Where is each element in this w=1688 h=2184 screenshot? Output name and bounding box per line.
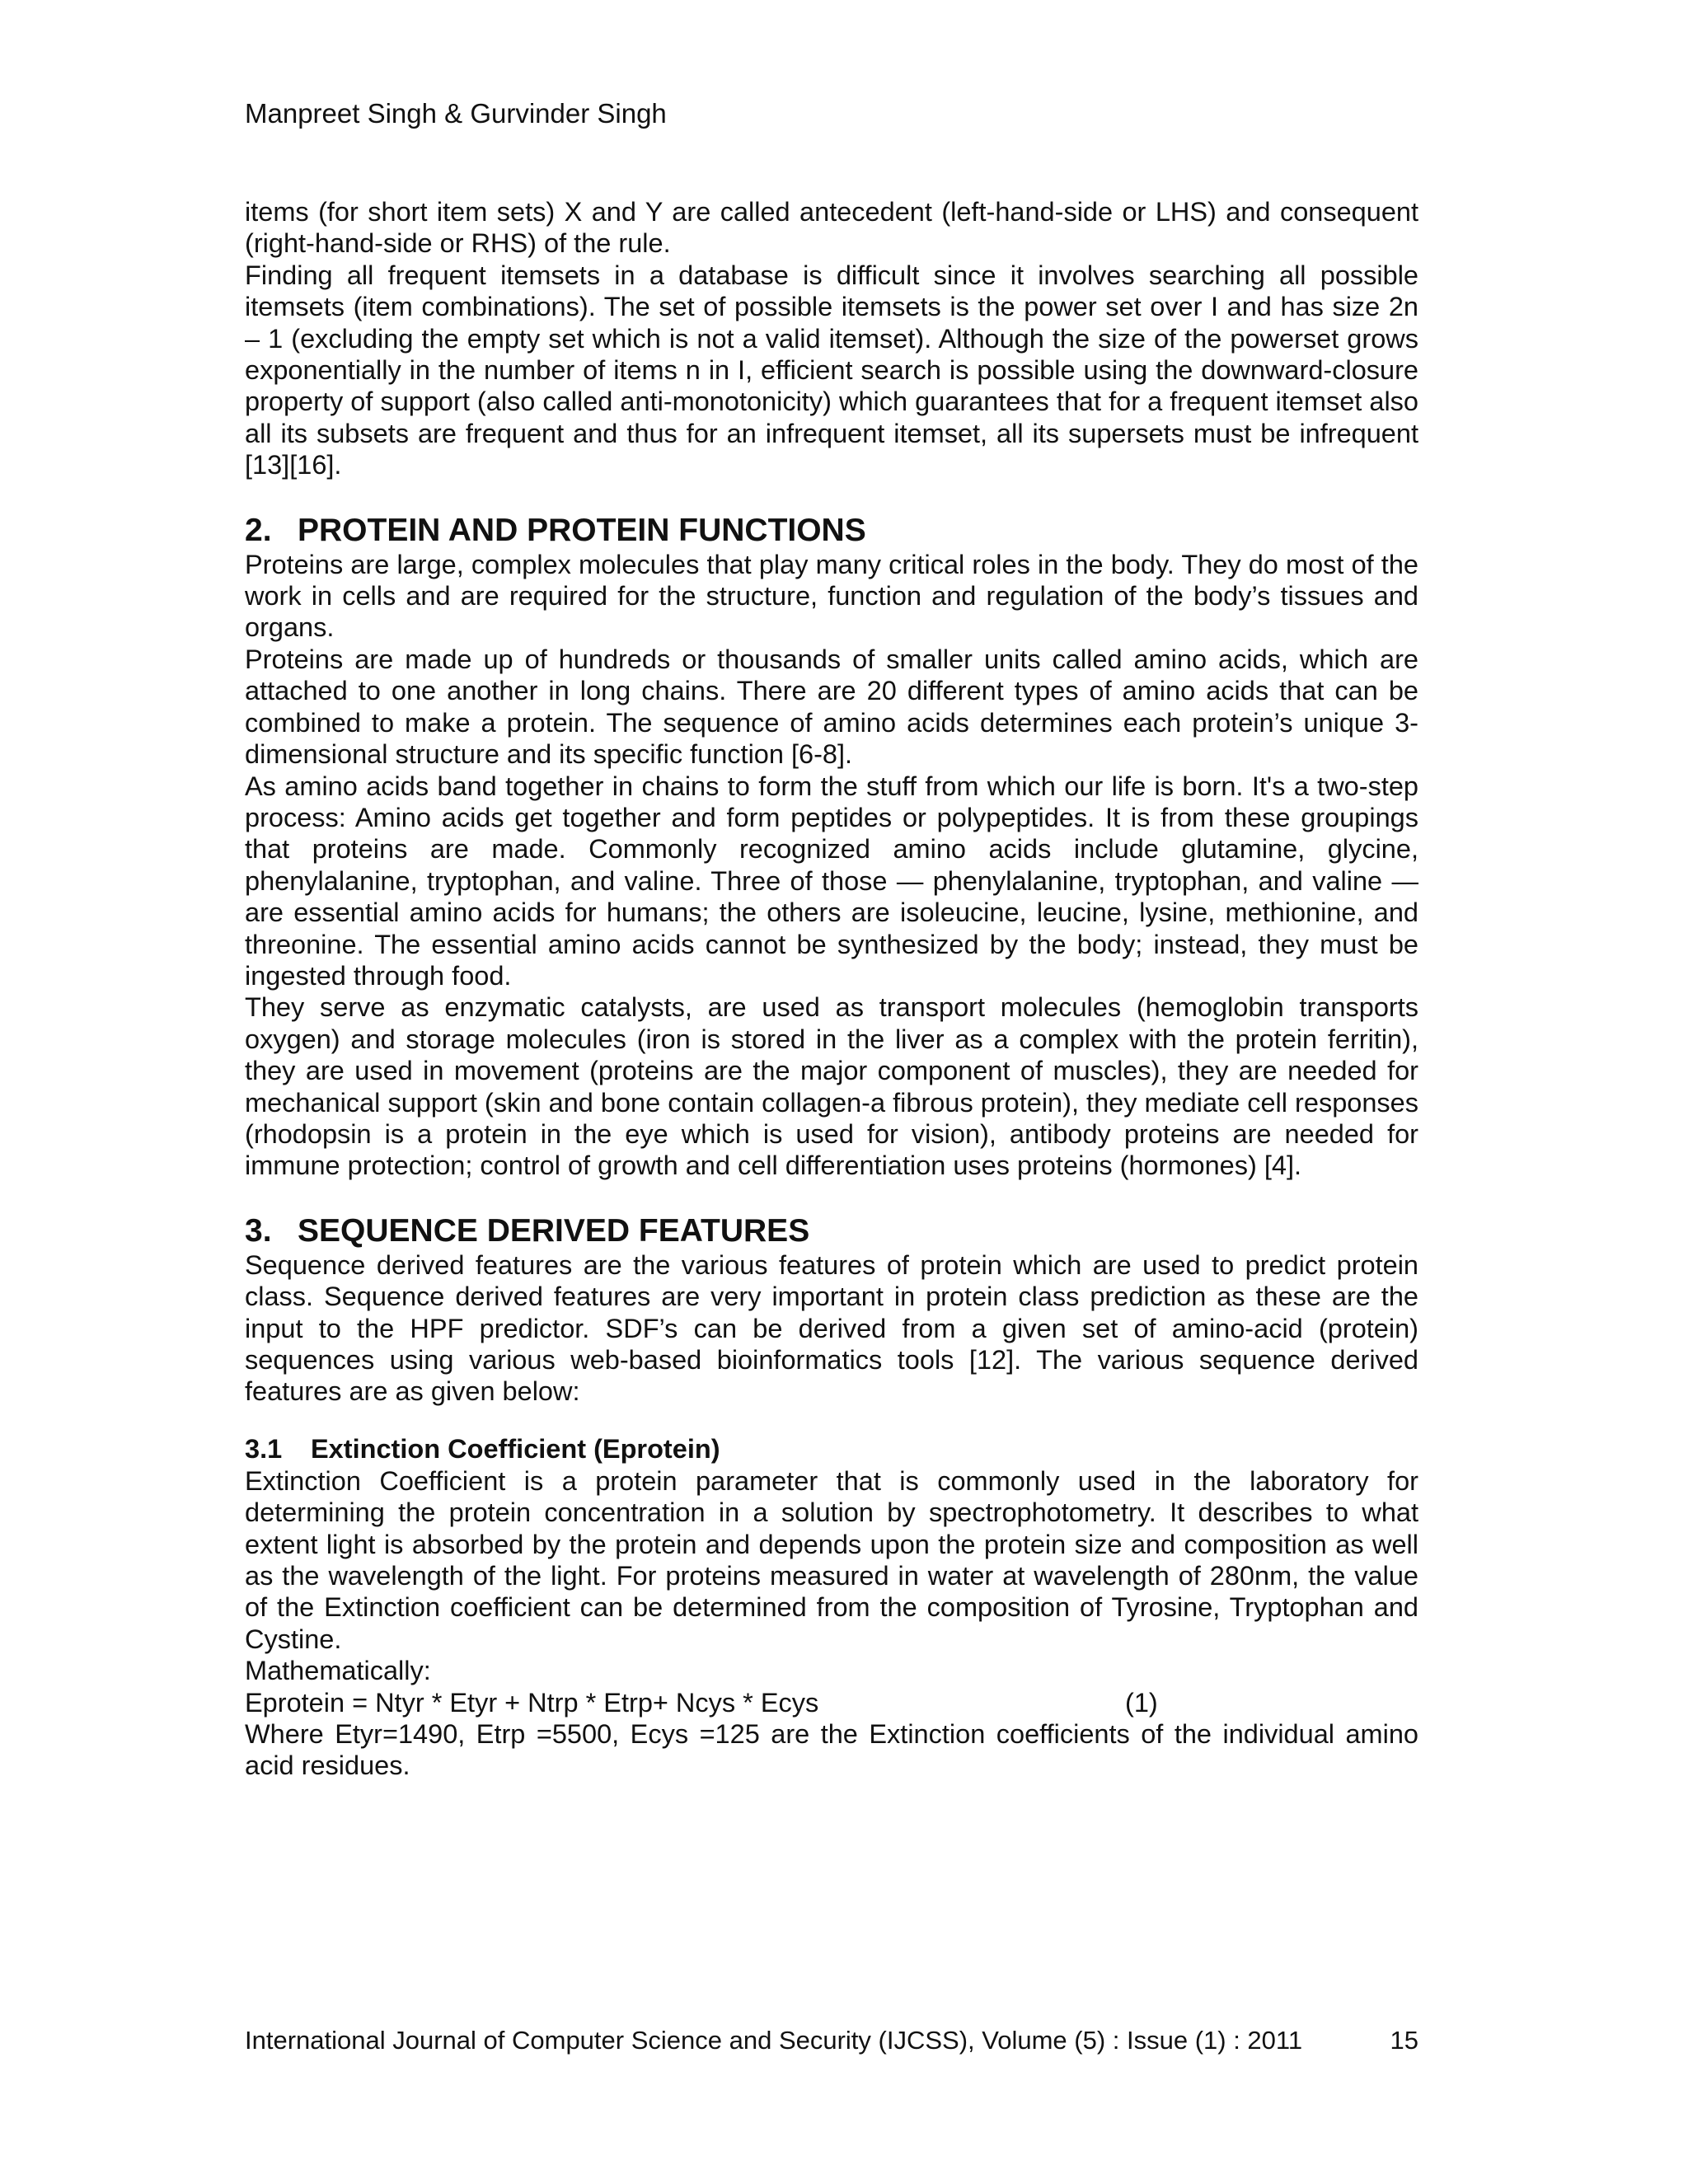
math-label: Mathematically: (245, 1656, 431, 1686)
page-number: 15 (1390, 2026, 1418, 2055)
section-3-1-number: 3.1 (245, 1433, 283, 1464)
where-paragraph: Where Etyr=1490, Etrp =5500, Ecys =125 are the Extinction coefficients of the individual amino acid residues. (245, 1719, 1418, 1781)
section-2-paragraph-3: As amino acids band together in chains to form the stuff from which our life is born. It's a two-step process: Amino acids get together and form peptides or polypeptides. It is from these groupings that proteins are made. Commonly recognized amino acids include glutamine, glycine, phenylalanine, tryptophan, and valine. Three of those — phenylalanine, tryptophan, and valine — are essential amino acids for humans; the others are isoleucine, leucine, lysine, methionine, and threonine. The essential amino acids cannot be synthesized by the body; instead, they must be ingested through food. (245, 771, 1418, 991)
intro-paragraph-1: items (for short item sets) X and Y are called antecedent (left-hand-side or LHS) and consequent (right-hand-side or RHS) of the rule. (245, 197, 1418, 259)
section-2-paragraph-1: Proteins are large, complex molecules that play many critical roles in the body. They do most of the work in cells and are required for the structure, function and regulation of the body’s tissues and organs. (245, 549, 1418, 643)
section-2-number: 2. (245, 512, 272, 548)
section-3-1-title: Extinction Coefficient (Eprotein) (311, 1433, 720, 1464)
section-3-number: 3. (245, 1212, 272, 1249)
section-2-heading (245, 513, 1418, 549)
section-2-paragraph-2: Proteins are made up of hundreds or thousands of smaller units called amino acids, which are attached to one another in long chains. There are 20 different types of amino acids that can be combined to make a protein. The sequence of amino acids determines each protein’s unique 3-dimensional structure and its specific function [6-8]. (245, 644, 1418, 770)
page-body (245, 196, 1418, 1782)
section-2-paragraph-4: They serve as enzymatic catalysts, are used as transport molecules (hemoglobin transports oxygen) and storage molecules (iron is stored in the liver as a complex with the protein ferritin), they are used in movement (proteins are the major component of muscles), they are needed for mechanical support (skin and bone contain collagen-a fibrous protein), they mediate cell responses (rhodopsin is a protein in the eye which is used for vision), antibody proteins are needed for immune protection; control of growth and cell differentiation uses proteins (hormones) [4]. (245, 992, 1418, 1181)
section-3-paragraph: Sequence derived features are the various features of protein which are used to predict protein class. Sequence derived features are very important in protein class prediction as these are the input to the HPF predictor. SDF’s can be derived from a given set of amino-acid (protein) sequences using various web-based bioinformatics tools [12]. The various sequence derived features are as given below: (245, 1249, 1418, 1407)
section-3-1-heading (245, 1432, 1418, 1465)
section-3-1-paragraph: Extinction Coefficient is a protein parameter that is commonly used in the laboratory for determining the protein concentration in a solution by spectrophotometry. It describes to what extent light is absorbed by the protein and depends upon the protein size and composition as well as the wavelength of the light. For proteins measured in water at wavelength of 280nm, the value of the Extinction coefficient can be determined from the composition of Tyrosine, Tryptophan and Cystine. (245, 1465, 1418, 1654)
running-header: Manpreet Singh & Gurvinder Singh (245, 98, 667, 129)
equation-text: Eprotein = Ntyr * Etyr + Ntrp * Etrp+ Ncys * Ecys (245, 1687, 819, 1718)
section-3-heading (245, 1213, 1418, 1249)
page-footer (245, 2024, 1418, 2057)
intro-paragraph-2: Finding all frequent itemsets in a database is difficult since it involves searching all possible itemsets (item combinations). The set of possible itemsets is the power set over I and has size 2n – 1 (excluding the empty set which is not a valid itemset). Although the size of the powerset grows exponentially in the number of items n in I, efficient search is possible using the downward-closure property of support (also called anti-monotonicity) which guarantees that for a frequent itemset also all its subsets are frequent and thus for an infrequent itemset, all its supersets must be infrequent [13][16]. (245, 260, 1418, 480)
journal-citation: International Journal of Computer Science and Security (IJCSS), Volume (5) : Issue (1) : 2011 (245, 2026, 1303, 2055)
equation-1 (245, 1687, 1418, 1718)
section-2-title: PROTEIN AND PROTEIN FUNCTIONS (298, 512, 866, 548)
equation-number: (1) (1125, 1687, 1158, 1718)
section-3-title: SEQUENCE DERIVED FEATURES (298, 1212, 810, 1249)
